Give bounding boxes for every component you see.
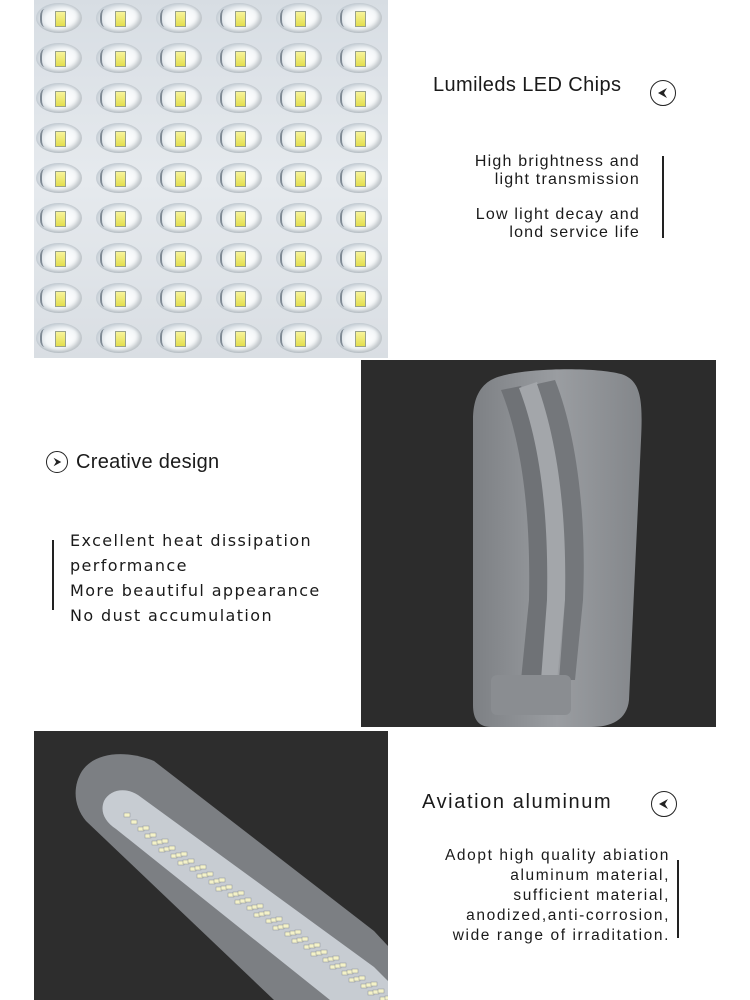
led-chip [216, 123, 262, 153]
led-dot [207, 872, 213, 876]
design-feature-line: More beautiful appearance [70, 581, 321, 600]
led-dot [143, 826, 149, 830]
led-dot [276, 917, 282, 921]
led-chip [336, 123, 382, 153]
led-chip [156, 123, 202, 153]
led-dot [162, 839, 168, 843]
divider-bar [662, 156, 664, 238]
led-chip [96, 3, 142, 33]
led-dot [321, 950, 327, 954]
led-chip [96, 43, 142, 73]
chips-feature-2 [360, 206, 640, 242]
design-feature-line: performance [70, 556, 188, 575]
led-chip [276, 323, 322, 353]
led-chip [216, 163, 262, 193]
led-chip [276, 3, 322, 33]
led-chip [36, 283, 82, 313]
led-dot [378, 989, 384, 993]
led-chip [36, 323, 82, 353]
led-chip [96, 203, 142, 233]
chips-feature-1-line-1: High brightness and [474, 153, 640, 170]
design-feature-line: Excellent heat dissipation [70, 531, 313, 550]
led-chip [96, 323, 142, 353]
led-chip [96, 163, 142, 193]
led-chip [216, 3, 262, 33]
led-chips-image [34, 0, 388, 358]
divider-bar [52, 540, 54, 610]
design-features [70, 528, 370, 628]
led-chip [216, 83, 262, 113]
led-dot [245, 898, 251, 902]
led-dot [200, 865, 206, 869]
chips-title: Lumileds LED Chips [433, 74, 622, 96]
led-dot [219, 878, 225, 882]
led-dot [359, 976, 365, 980]
led-dot [188, 859, 194, 863]
led-dot [181, 852, 187, 856]
led-chip [336, 83, 382, 113]
led-chip [156, 283, 202, 313]
led-chip [36, 203, 82, 233]
led-dot [238, 891, 244, 895]
aluminum-title: Aviation aluminum [422, 791, 613, 813]
led-dot [295, 930, 301, 934]
led-chip [336, 3, 382, 33]
led-dot [340, 963, 346, 967]
aluminum-feature-line: anodized,anti-corrosion, [466, 907, 670, 924]
led-dot [333, 956, 339, 960]
led-dot [169, 846, 175, 850]
led-chip [276, 163, 322, 193]
led-dot [385, 996, 388, 1000]
led-chip [96, 83, 142, 113]
led-chip [276, 123, 322, 153]
chevron-left-circle-icon [650, 80, 676, 106]
led-dot [131, 820, 137, 824]
aluminum-features [350, 846, 670, 946]
led-chip [36, 3, 82, 33]
led-chip [276, 243, 322, 273]
led-chip [156, 163, 202, 193]
aluminum-feature-line: aluminum material, [510, 867, 670, 884]
led-chip [336, 283, 382, 313]
led-dot [257, 904, 263, 908]
design-title: Creative design [76, 451, 220, 473]
led-chip [156, 243, 202, 273]
led-dot [150, 833, 156, 837]
led-chip [156, 83, 202, 113]
led-chip [216, 323, 262, 353]
led-chip [96, 123, 142, 153]
housing-image [361, 360, 716, 727]
led-chip [156, 323, 202, 353]
led-chip [36, 43, 82, 73]
chips-feature-1-line-2: light transmission [494, 171, 640, 188]
led-dot [226, 885, 232, 889]
divider-bar [677, 860, 679, 938]
chips-feature-2-line-2: lond service life [509, 224, 640, 241]
fixture-image [34, 731, 388, 1000]
led-chip [156, 43, 202, 73]
led-chip [276, 83, 322, 113]
led-chip [276, 283, 322, 313]
led-chip [216, 283, 262, 313]
housing-illustration [361, 360, 716, 727]
led-dot [124, 813, 130, 817]
led-dot [314, 943, 320, 947]
chips-feature-2-line-1: Low light decay and [475, 206, 640, 223]
led-chip [36, 163, 82, 193]
led-dot [302, 937, 308, 941]
led-chip [216, 243, 262, 273]
led-dot [352, 969, 358, 973]
led-chip [36, 83, 82, 113]
led-chip [36, 243, 82, 273]
design-feature-line: No dust accumulation [70, 606, 273, 625]
led-dot [264, 911, 270, 915]
led-chip [336, 243, 382, 273]
led-chip [276, 43, 322, 73]
aluminum-feature-line: sufficient material, [513, 887, 670, 904]
chips-feature-1 [360, 153, 640, 189]
led-chip [336, 43, 382, 73]
aluminum-feature-line: wide range of irraditation. [452, 927, 670, 944]
led-dot [371, 982, 377, 986]
led-chip [216, 203, 262, 233]
led-chip [276, 203, 322, 233]
led-chip [96, 243, 142, 273]
fixture-illustration [34, 731, 388, 1000]
aluminum-feature-line: Adopt high quality abiation [444, 847, 670, 864]
led-chip [96, 283, 142, 313]
led-chip [156, 203, 202, 233]
chevron-right-circle-icon [46, 451, 68, 473]
led-chip [36, 123, 82, 153]
chevron-left-circle-icon [651, 791, 677, 817]
led-dot [283, 924, 289, 928]
led-chip [216, 43, 262, 73]
led-chip [336, 323, 382, 353]
led-chip [156, 3, 202, 33]
